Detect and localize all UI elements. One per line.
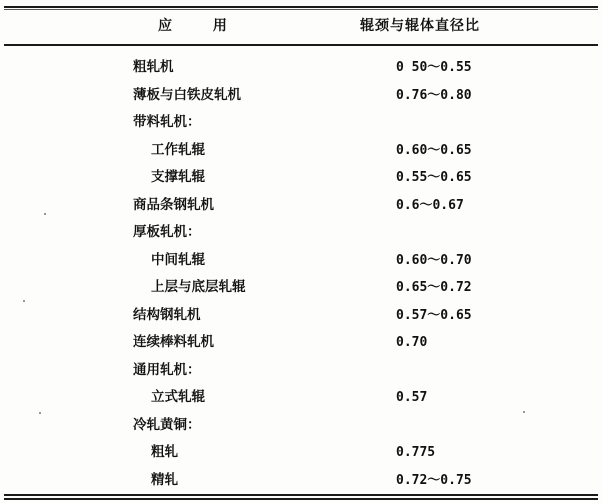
table-row — [0, 219, 602, 247]
table-row — [0, 109, 602, 137]
table-row — [0, 137, 602, 165]
table-row — [0, 247, 602, 275]
table-row — [0, 412, 602, 440]
ratio-cell: 0.60～0.70 — [396, 252, 472, 268]
table-top-rule-shadow — [4, 9, 598, 10]
ratio-cell: 0.55～0.65 — [396, 170, 472, 185]
application-cell: 粗轧 — [151, 444, 178, 460]
application-cell: 中间轧辊 — [151, 251, 205, 268]
application-cell: 粗轧机 — [133, 59, 174, 75]
table-row — [0, 384, 602, 412]
application-cell: 支撑轧辊 — [151, 169, 205, 185]
ratio-cell: 0.6～0.67 — [396, 197, 464, 213]
application-cell: 冷轧黄铜： — [133, 416, 201, 433]
table-row — [0, 164, 602, 192]
ratio-cell: 0.57 — [396, 390, 428, 405]
column-header-ratio: 辊颈与辊体直径比 — [360, 18, 480, 34]
scan-speck — [39, 412, 41, 414]
table-top-rule — [4, 6, 598, 8]
header-separator-rule — [4, 44, 598, 46]
table-row — [0, 467, 602, 495]
table-row — [0, 54, 602, 82]
scan-speck — [523, 411, 525, 413]
ratio-cell: 0.65～0.72 — [396, 280, 472, 295]
scan-speck — [23, 300, 25, 302]
scan-speck — [44, 213, 46, 215]
application-cell: 商品条钢轧机 — [133, 196, 214, 213]
table-row — [0, 302, 602, 330]
ratio-cell: 0.72～0.75 — [396, 472, 472, 488]
table-row — [0, 274, 602, 302]
application-cell: 上层与底层轧辊 — [151, 279, 246, 295]
table-row — [0, 357, 602, 385]
application-cell: 通用轧机： — [133, 361, 201, 378]
column-header-application: 应 用 — [158, 18, 245, 34]
ratio-cell: 0.76～0.80 — [396, 87, 472, 103]
application-cell: 厚板轧机： — [133, 224, 201, 240]
table-bottom-rule — [4, 494, 598, 496]
table-row — [0, 439, 602, 467]
table-row — [0, 192, 602, 220]
ratio-cell: 0 50～0.55 — [396, 60, 472, 75]
application-cell: 精轧 — [151, 471, 178, 488]
application-cell: 连续棒料轧机 — [133, 334, 214, 350]
application-cell: 带料轧机： — [133, 114, 201, 130]
application-cell: 薄板与白铁皮轧机 — [133, 86, 241, 103]
application-cell: 立式轧辊 — [151, 389, 205, 405]
table-bottom-double-rule — [4, 498, 598, 500]
application-cell: 工作轧辊 — [151, 141, 205, 158]
ratio-cell: 0.57～0.65 — [396, 307, 472, 323]
application-cell: 结构钢轧机 — [133, 306, 201, 323]
ratio-cell: 0.775 — [396, 445, 436, 460]
ratio-cell: 0.60～0.65 — [396, 142, 472, 158]
ratio-cell: 0.70 — [396, 335, 428, 350]
table-row — [0, 329, 602, 357]
table-row — [0, 82, 602, 110]
table-body — [0, 54, 602, 494]
